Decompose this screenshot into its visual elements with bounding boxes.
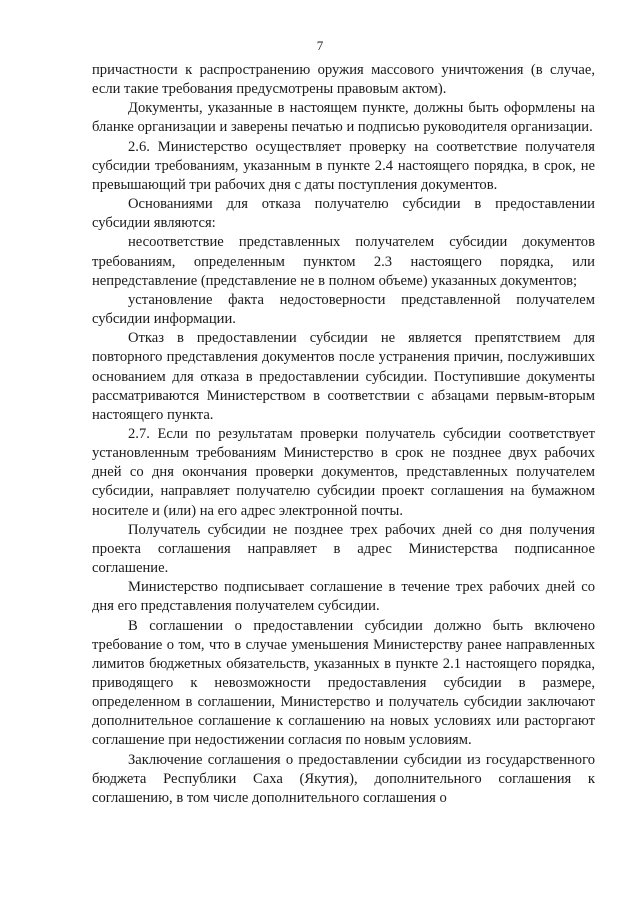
paragraph: причастности к распространению оружия массового уничтожения (в случае, если такие требования предусмотрены правовым актом). [92,62,595,98]
paragraph: установление факта недостоверности представленной получателем субсидии информации. [92,291,595,328]
paragraph: Документы, указанные в настоящем пункте, должны быть оформлены на бланке организации и заверены печатью и подписью руководителя организации. [92,100,595,136]
paragraph: Отказ в предоставлении субсидии не является препятствием для повторного представления документов после устранения причин, послуживших основанием для отказа в предоставлении субсидии. Поступившие документы рассматриваются Министерством в соответствии с абзацами первым-вторым настоящего пункта. [92,330,595,423]
paragraph: 2.7. Если по результатам проверки получатель субсидии соответствует установленным требованиям Министерство в срок не позднее двух рабочих дней со дня окончания проверки документов, представленных получателем субсидии, направляет получателю субсидии проект соглашения на бумажном носителе и (или) на его адрес электронной почты. [92,425,595,519]
paragraph: Основаниями для отказа получателю субсидии в предоставлении субсидии являются: [92,196,595,232]
document-body [92,61,595,808]
paragraph: Министерство подписывает соглашение в течение трех рабочих дней со дня его представления получателем субсидии. [92,579,595,615]
page-number: 7 [316,38,324,53]
paragraph: Заключение соглашения о предоставлении субсидии из государственного бюджета Республики Саха (Якутия), дополнительного соглашения к соглашению, в том числе дополнительного соглашения о [92,751,595,806]
paragraph: 2.6. Министерство осуществляет проверку на соответствие получателя субсидии требованиям, указанным в пункте 2.4 настоящего порядка, в срок, не превышающий три рабочих дня с даты поступления документов. [92,138,595,193]
paragraph: Получатель субсидии не позднее трех рабочих дней со дня получения проекта соглашения направляет в адрес Министерства подписанное соглашение. [92,521,595,577]
paragraph: В соглашении о предоставлении субсидии должно быть включено требование о том, что в случае уменьшения Министерству ранее направленных лимитов бюджетных обязательств, указанных в пункте 2.1 настоящего порядка, приводящего к невозможности предоставления субсидии в размере, определенном в соглашении, Министерство и получатель субсидии заключают дополнительное соглашение к соглашению на новых условиях или расторгают соглашение при недостижении согласия по новым условиям. [92,617,595,749]
paragraph: несоответствие представленных получателем субсидии документов требованиям, определенным пунктом 2.3 настоящего порядка, или непредставление (представление не в полном объеме) указанных документов; [92,234,595,289]
